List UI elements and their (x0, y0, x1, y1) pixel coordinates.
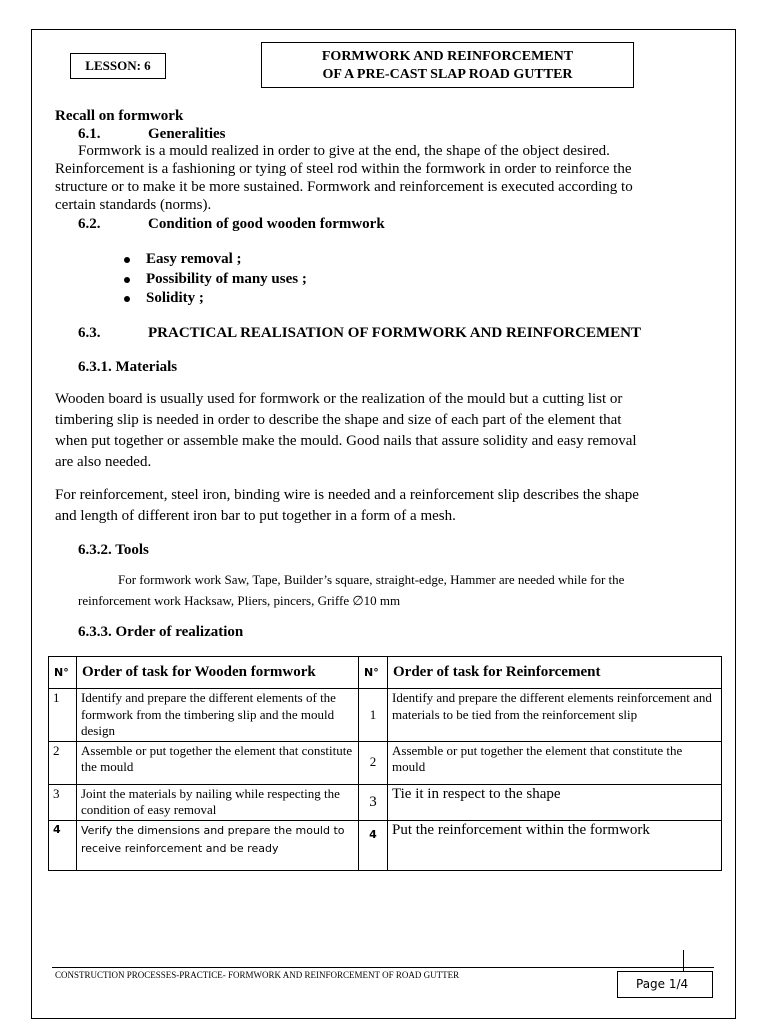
task-number: 4 (49, 820, 77, 870)
bullet-dot-icon (124, 296, 130, 302)
task-number: 4 (359, 820, 388, 870)
bullet-dot-icon (124, 257, 130, 263)
formwork-task: Joint the materials by nailing while respecting the condition of easy removal (77, 784, 359, 820)
section-6-3-3-title: 6.3.3. Order of realization (78, 624, 244, 640)
column-header-reinforcement: Order of task for Reinforcement (388, 657, 722, 689)
column-header-number: N° (359, 657, 388, 689)
task-number: 3 (359, 784, 388, 820)
section-6-3-2-title: 6.3.2. Tools (78, 542, 149, 558)
generalities-line-4: certain standards (norms). (55, 197, 212, 213)
materials-paragraph-1: Wooden board is usually used for formwork or the realization of the mould but a cutting list or timbering slip is needed in order to describe the shape and size of each part of the element that when put together or assemble make the mould. Good nails that assure solidity and easy removal are also needed. (55, 391, 637, 470)
section-6-1-title: Generalities (148, 126, 226, 142)
column-header-number: N° (49, 657, 77, 689)
task-number: 2 (49, 741, 77, 784)
title-line-1: FORMWORK AND REINFORCEMENT (321, 49, 574, 64)
reinforcement-task: Put the reinforcement within the formwork (388, 820, 722, 870)
task-number: 2 (359, 741, 388, 784)
reinforcement-task: Identify and prepare the different elements reinforcement and materials to be tied from the reinforcement slip (388, 689, 722, 742)
table-row (49, 741, 722, 784)
section-6-3-number: 6.3. (78, 325, 101, 341)
bullet-item: Solidity ; (124, 290, 204, 307)
formwork-task: Verify the dimensions and prepare the mould to receive reinforcement and be ready (77, 820, 359, 870)
section-6-2-title: Condition of good wooden formwork (148, 216, 385, 232)
table-row (49, 784, 722, 820)
page-number: Page 1/4 (617, 971, 713, 998)
title-line-2: OF A PRE-CAST SLAP ROAD GUTTER (322, 67, 573, 82)
bullet-item: Easy removal ; (124, 251, 242, 268)
formwork-task: Assemble or put together the element that constitute the mould (77, 741, 359, 784)
tools-line-2: reinforcement work Hacksaw, Pliers, pincers, Griffe ∅10 mm (78, 593, 401, 608)
table-row (49, 820, 722, 870)
formwork-task: Identify and prepare the different elements of the formwork from the timbering slip and the mould design (77, 689, 359, 742)
section-6-1-number: 6.1. (78, 126, 101, 142)
order-of-tasks-table (48, 656, 722, 871)
task-number: 1 (359, 689, 388, 742)
footer-text: CONSTRUCTION PROCESSES-PRACTICE- FORMWORK AND REINFORCEMENT OF ROAD GUTTER (55, 970, 460, 980)
table-row (49, 689, 722, 742)
generalities-line-1: Formwork is a mould realized in order to give at the end, the shape of the object desired. (78, 143, 610, 159)
task-number: 1 (49, 689, 77, 742)
section-6-3-1-title: 6.3.1. Materials (78, 359, 178, 375)
table-header-row (49, 657, 722, 689)
reinforcement-task: Assemble or put together the element that constitute the mould (388, 741, 722, 784)
section-6-2-number: 6.2. (78, 216, 101, 232)
generalities-line-2: Reinforcement is a fashioning or tying of steel rod within the formwork in order to reinforce the (55, 161, 632, 177)
footer-rule (52, 967, 714, 968)
bullet-dot-icon (124, 277, 130, 283)
recall-heading: Recall on formwork (55, 108, 184, 124)
task-number: 3 (49, 784, 77, 820)
column-header-formwork: Order of task for Wooden formwork (77, 657, 359, 689)
materials-paragraph-2: For reinforcement, steel iron, binding wire is needed and a reinforcement slip describes the shape and length of different iron bar to put together in a form of a mesh. (55, 487, 639, 524)
section-6-3-title: PRACTICAL REALISATION OF FORMWORK AND REINFORCEMENT (148, 325, 641, 341)
tools-line-1: For formwork work Saw, Tape, Builder’s square, straight-edge, Hammer are needed while for the (118, 572, 625, 587)
generalities-line-3: structure or to make it be more sustained. Formwork and reinforcement is executed according to (55, 179, 633, 195)
document-title (261, 42, 634, 88)
reinforcement-task: Tie it in respect to the shape (388, 784, 722, 820)
bullet-item: Possibility of many uses ; (124, 271, 307, 288)
lesson-label: LESSON: 6 (70, 53, 166, 79)
